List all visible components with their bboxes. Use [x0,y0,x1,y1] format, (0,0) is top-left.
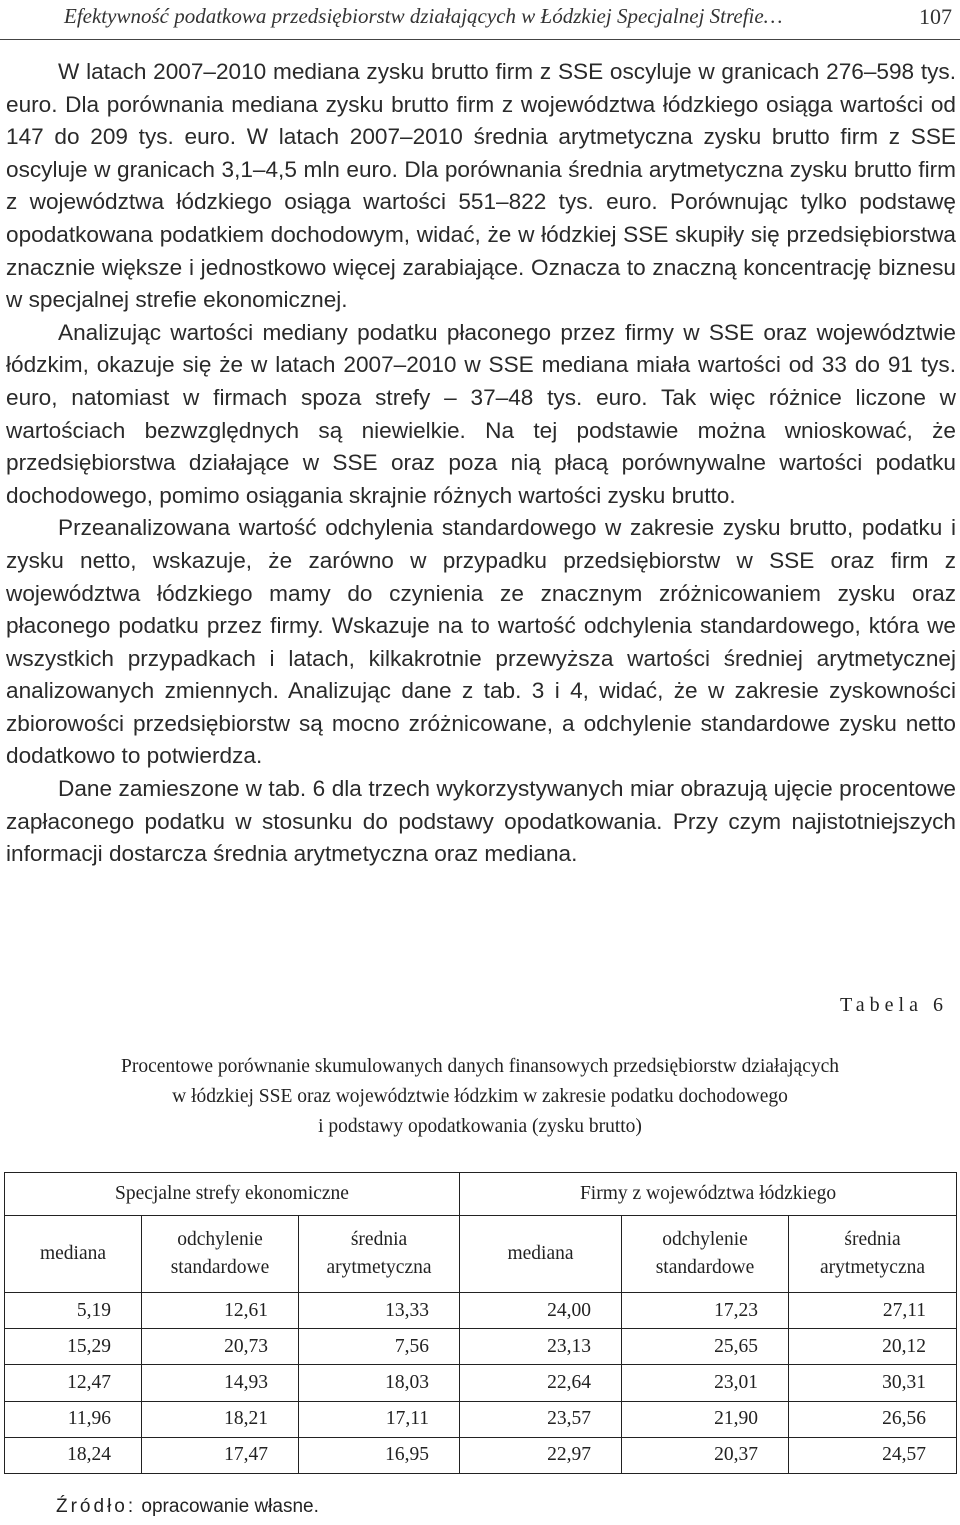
table-source [56,1496,319,1518]
table-cell: 26,56 [789,1401,957,1437]
table-cell: 16,95 [299,1437,460,1473]
table-cell: 12,61 [142,1293,299,1329]
table-cell: 20,37 [622,1437,789,1473]
table-cell: 25,65 [622,1329,789,1365]
source-text: opracowanie własne. [141,1496,319,1517]
table-cell: 14,93 [142,1365,299,1401]
column-header: mediana [460,1216,622,1293]
table-cell: 17,11 [299,1401,460,1437]
caption-line-2: w łódzkiej SSE oraz województwie łódzkim w zakresie podatku dochodowego [172,1086,788,1107]
table-cell: 23,57 [460,1401,622,1437]
table-cell: 21,90 [622,1401,789,1437]
table-row [5,1437,957,1473]
table-cell: 23,01 [622,1365,789,1401]
paragraph-3: Przeanalizowana wartość odchylenia standardowego w zakresie zysku brutto, podatku i zysku netto, wskazuje, że zarówno w przypadku przedsiębiorstw w SSE oraz firm z województwa łódzkiego mamy do czynienia ze znacznym zróżnicowaniem zysku oraz płaconego podatku przez firmy. Wskazuje na to wartość odchylenia standardowego, która we wszystkich przypadkach i latach, kilkakrotnie przewyższa wartości średniej arytmetycznej analizowanych zmiennych. Analizując dane z tab. 3 i 4, widać, że w zakresie zyskowności zbiorowości przedsiębiorstw są mocno zróżnicowane, a odchylenie standardowe zysku netto dodatkowo to potwierdza. [6,515,956,769]
body-text [6,56,956,871]
column-header: średnia arytmetyczna [299,1216,460,1293]
table-cell: 17,23 [622,1293,789,1329]
table-caption [20,1052,940,1142]
table-cell: 15,29 [5,1329,142,1365]
table-group-header-row [5,1173,957,1216]
paragraph-2: Analizując wartości mediany podatku płaconego przez firmy w SSE oraz województwie łódzkim, okazuje się że w latach 2007–2010 w SSE mediana miała wartości od 33 do 91 tys. euro, natomiast w firmach spoza strefy – 37–48 tys. euro. Tak więc różnice liczone w wartościach bezwzględnych są niewielkie. Na tej podstawie można wnioskować, że przedsiębiorstwa działające w SSE oraz poza nią płacą porównywalne wartości podatku dochodowego, pomimo osiągania skrajnie różnych wartości zysku brutto. [6,319,956,508]
table-column-header-row [5,1216,957,1293]
table-cell: 30,31 [789,1365,957,1401]
running-header [0,0,960,40]
table-cell: 24,00 [460,1293,622,1329]
caption-line-1: Procentowe porównanie skumulowanych danych finansowych przedsiębiorstw działających [120,1056,840,1077]
table-row [5,1365,957,1401]
table-cell: 5,19 [5,1293,142,1329]
column-header: mediana [5,1216,142,1293]
table-cell: 7,56 [299,1329,460,1365]
paragraph-1: W latach 2007–2010 mediana zysku brutto firm z SSE oscyluje w granicach 276–598 tys. euro. Dla porównania mediana zysku brutto firm z województwa łódzkiego osiąga wartości od 147 do 209 tys. euro. W latach 2007–2010 średnia arytmetyczna zysku brutto firm z SSE oscyluje w granicach 3,1–4,5 mln euro. Dla porównania średnia arytmetyczna zysku brutto firm z województwa łódzkiego osiąga wartości 551–822 tys. euro. Porównując tylko podstawę opodatkowana podatkiem dochodowym, widać, że w łódzkiej SSE skupiły się przedsiębiorstwa znacznie większe i jednostkowo więcej zarabiające. Oznacza to znaczną koncentrację biznesu w specjalnej strefie ekonomicznej. [6,59,956,313]
table-cell: 27,11 [789,1293,957,1329]
table-cell: 13,33 [299,1293,460,1329]
column-header: odchylenie standardowe [622,1216,789,1293]
table-row [5,1401,957,1437]
table-cell: 22,97 [460,1437,622,1473]
table-cell: 20,12 [789,1329,957,1365]
running-title: Efektywność podatkowa przedsiębiorstw działających w Łódzkiej Specjalnej Strefie… [64,4,783,28]
table-cell: 18,03 [299,1365,460,1401]
table-cell: 20,73 [142,1329,299,1365]
data-table [4,1172,957,1474]
paragraph-4: Dane zamieszone w tab. 6 dla trzech wykorzystywanych miar obrazują ujęcie procentowe zapłaconego podatku w stosunku do podstawy opodatkowania. Przy czym najistotniejszych informacji dostarcza średnia arytmetyczna oraz mediana. [6,776,956,867]
table-cell: 18,24 [5,1437,142,1473]
source-label: Źródło: [56,1496,137,1517]
table-cell: 24,57 [789,1437,957,1473]
table-label: Tabela 6 [839,994,948,1016]
column-header: odchylenie standardowe [142,1216,299,1293]
page-number: 107 [919,4,952,29]
table-cell: 18,21 [142,1401,299,1437]
table-cell: 12,47 [5,1365,142,1401]
table-row [5,1293,957,1329]
table-cell: 23,13 [460,1329,622,1365]
table-cell: 11,96 [5,1401,142,1437]
group-header-sse: Specjalne strefy ekonomiczne [5,1173,460,1216]
table-cell: 22,64 [460,1365,622,1401]
table-cell: 17,47 [142,1437,299,1473]
group-header-lodzkie: Firmy z województwa łódzkiego [460,1173,957,1216]
caption-line-3: i podstawy opodatkowania (zysku brutto) [318,1116,642,1137]
table-row [5,1329,957,1365]
column-header: średnia arytmetyczna [789,1216,957,1293]
